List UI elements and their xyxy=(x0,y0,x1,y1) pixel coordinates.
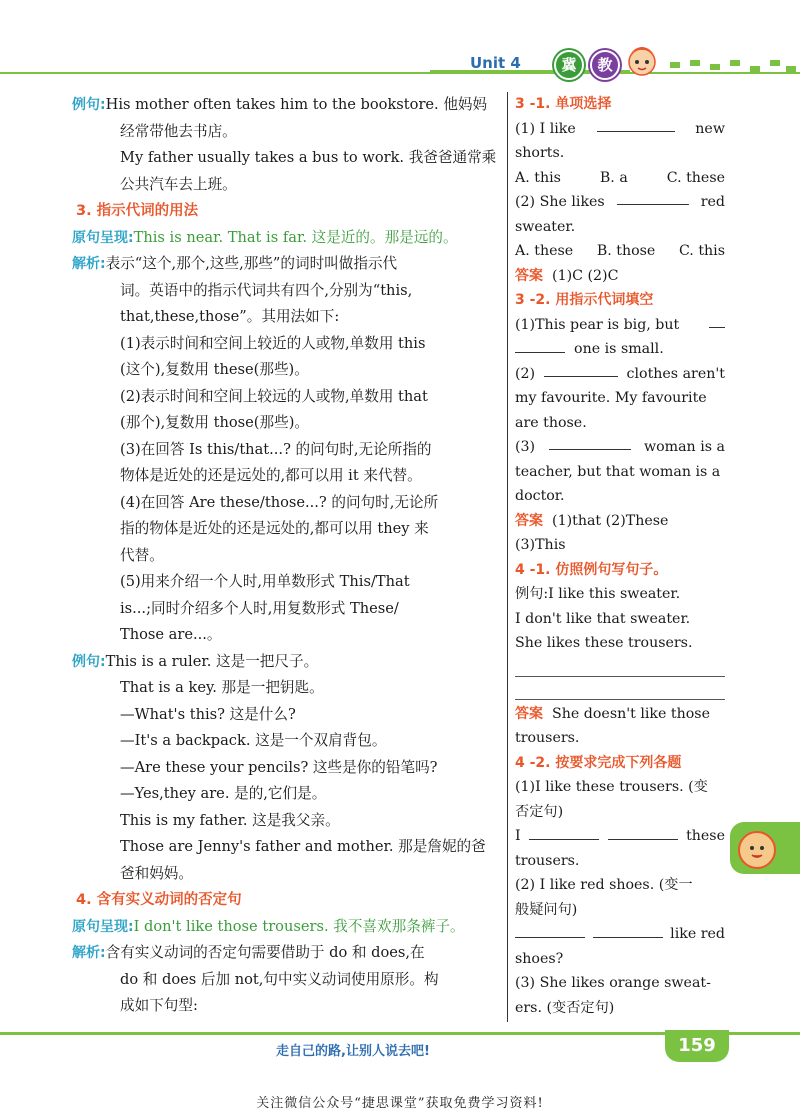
right-column xyxy=(515,92,725,1020)
example-1-line-2: 经常带他去书店。 xyxy=(120,122,237,140)
exercise-3-2-answer-cont: (3)This xyxy=(515,537,566,553)
answer-blank[interactable] xyxy=(593,923,663,938)
original-sentence-4: 原句呈现:I don't like those trousers. 我不喜欢那条裤子。 xyxy=(72,917,465,935)
exercise-3-2-q2: (2) clothes aren't xyxy=(515,362,725,387)
answer-blank[interactable] xyxy=(709,313,725,328)
answer-blank[interactable] xyxy=(515,923,585,938)
exercise-3-1-heading: 3 -1. 单项选择 xyxy=(515,96,612,112)
analysis-3-line-2: 词。英语中的指示代词共有四个,分别为“this, xyxy=(120,281,413,299)
exercise-3-2-q3-cont2: doctor. xyxy=(515,488,565,504)
option[interactable]: A. this xyxy=(515,169,561,186)
page-number: 159 xyxy=(665,1030,729,1062)
usage-3-line-2: 物体是近处的还是远处的,都可以用 it 来代替。 xyxy=(120,467,422,484)
exercise-4-1-answer-cont: trousers. xyxy=(515,730,580,746)
analysis-label: 解析: xyxy=(72,945,106,961)
analysis-3-line-1: 解析:表示“这个,那个,这些,那些”的词时叫做指示代 xyxy=(72,255,398,272)
exercise-3-1-q1-options xyxy=(515,166,725,191)
example-2-line: —Yes,they are. 是的,它们是。 xyxy=(120,785,327,802)
exercise-4-2-heading: 4 -2. 按要求完成下列各题 xyxy=(515,754,682,771)
answer-blank[interactable] xyxy=(549,435,631,450)
exercise-4-2-q3-cont: ers. (变否定句) xyxy=(515,999,615,1016)
answer-blank[interactable] xyxy=(515,338,565,353)
bottom-note: 关注微信公众号“捷思课堂”获取免费学习资料! xyxy=(256,1096,544,1111)
answer-label: 答案 xyxy=(515,705,543,722)
exercise-4-2-q1-cont: 否定句) xyxy=(515,803,564,820)
example-2-line-1: 例句:This is a ruler. 这是一把尺子。 xyxy=(72,652,319,670)
option[interactable]: A. these xyxy=(515,243,574,259)
answer-label: 答案 xyxy=(515,512,543,529)
option[interactable]: B. a xyxy=(599,169,628,186)
writing-line[interactable] xyxy=(515,676,725,677)
analysis-4-line-2: do 和 does 后加 not,句中实义动词使用原形。构 xyxy=(120,970,439,988)
exercise-3-1-q2-options xyxy=(515,239,725,264)
exercise-4-1-example-1: 例句:I like this sweater. xyxy=(515,586,681,602)
example-2-line: Those are Jenny's father and mother. 那是詹妮的爸 xyxy=(120,838,486,855)
section-4-heading: 4. 含有实义动词的否定句 xyxy=(76,892,242,908)
exercise-3-1-q1-cont: shorts. xyxy=(515,145,565,161)
original-sentence-3: 原句呈现:This is near. That is far. 这是近的。那是远的。 xyxy=(72,228,458,246)
answer-blank[interactable] xyxy=(544,362,618,377)
left-column xyxy=(72,92,498,1020)
example-label: 例句: xyxy=(72,97,106,113)
example-label: 例句: xyxy=(72,653,106,670)
exercise-3-2-q3-cont: teacher, but that woman is a xyxy=(515,463,721,480)
exercise-4-2-q1: (1)I like these trousers. (变 xyxy=(515,779,708,795)
mascot-icon xyxy=(620,38,664,82)
option[interactable]: C. these xyxy=(666,169,725,186)
exercise-4-2-q2: (2) I like red shoes. (变一 xyxy=(515,877,693,893)
exercise-4-2-q2-blanks: like red xyxy=(515,922,725,947)
example-2-line: —What's this? 这是什么? xyxy=(120,705,296,723)
exercise-3-2-q2-cont2: are those. xyxy=(515,414,587,431)
usage-2-line-2: (那个),复数用 those(那些)。 xyxy=(120,414,309,431)
example-2-line: —It's a backpack. 这是一个双肩背包。 xyxy=(120,732,387,749)
example-2-line: That is a key. 那是一把钥匙。 xyxy=(120,679,324,696)
example-2-line: 爸和妈妈。 xyxy=(120,864,193,882)
example-1-line-4: 公共汽车去上班。 xyxy=(120,175,237,193)
exercise-3-1-q1: (1) I like new xyxy=(515,117,725,142)
usage-5-line-1: (5)用来介绍一个人时,用单数形式 This/That xyxy=(120,573,410,590)
usage-5-line-3: Those are...。 xyxy=(120,626,222,643)
analysis-4-line-3: 成如下句型: xyxy=(120,997,198,1014)
exercise-4-2-q1-end: trousers. xyxy=(515,852,580,869)
footer-slogan: 走自己的路,让别人说去吧! xyxy=(276,1044,430,1059)
exercise-3-2-q1-cont: one is small. xyxy=(515,337,725,362)
original-label: 原句呈现: xyxy=(72,918,134,935)
usage-4-line-1: (4)在回答 Are these/those...? 的问句时,无论所 xyxy=(120,493,439,511)
example-2-line: —Are these your pencils? 这些是你的铅笔吗? xyxy=(120,758,438,776)
option[interactable]: C. this xyxy=(678,243,725,259)
option[interactable]: B. those xyxy=(596,243,656,259)
column-divider xyxy=(507,92,508,1022)
exercise-4-2-q2-cont: 般疑问句) xyxy=(515,901,578,918)
exercise-3-2-answer: 答案 (1)that (2)These xyxy=(515,512,669,529)
example-2-line: This is my father. 这是我父亲。 xyxy=(120,811,340,829)
analysis-3-line-3: that,these,those”。其用法如下: xyxy=(120,308,340,325)
answer-blank[interactable] xyxy=(597,117,675,132)
analysis-label: 解析: xyxy=(72,256,106,272)
exercise-3-2-q1: (1)This pear is big, but xyxy=(515,313,725,338)
usage-1-line-1: (1)表示时间和空间上较近的人或物,单数用 this xyxy=(120,334,426,352)
usage-4-line-2: 指的物体是近处的还是远处的,都可以用 they 来 xyxy=(120,520,429,537)
badge-jiao: 教 xyxy=(590,50,620,80)
answer-blank[interactable] xyxy=(529,825,599,840)
example-1-line-1: 例句:His mother often takes him to the bookstore. 他妈妈 xyxy=(72,96,488,113)
section-3-heading: 3. 指示代词的用法 xyxy=(76,203,199,219)
usage-5-line-2: is...;同时介绍多个人时,用复数形式 These/ xyxy=(120,599,399,617)
usage-2-line-1: (2)表示时间和空间上较远的人或物,单数用 that xyxy=(120,387,428,405)
exercise-3-2-heading: 3 -2. 用指示代词填空 xyxy=(515,292,654,308)
badge-ji: 冀 xyxy=(554,50,584,80)
answer-label: 答案 xyxy=(515,267,543,284)
exercise-4-2-q2-end: shoes? xyxy=(515,950,564,967)
exercise-4-1-heading: 4 -1. 仿照例句写句子。 xyxy=(515,561,668,578)
exercise-3-1-q2: (2) She likes red xyxy=(515,190,725,215)
exercise-3-1-answer: 答案 (1)C (2)C xyxy=(515,267,619,284)
unit-title: Unit 4 xyxy=(470,54,521,72)
exercise-3-2-q2-cont: my favourite. My favourite xyxy=(515,390,707,406)
exercise-4-2-q3: (3) She likes orange sweat- xyxy=(515,975,711,991)
original-label: 原句呈现: xyxy=(72,229,134,246)
exercise-3-1-q2-cont: sweater. xyxy=(515,218,576,235)
exercise-3-2-q3: (3) woman is a xyxy=(515,435,725,460)
example-1-line-3: My father usually takes a bus to work. 我爸爸通常乘 xyxy=(120,149,497,166)
usage-4-line-3: 代替。 xyxy=(120,546,164,564)
exercise-4-1-example-2: I don't like that sweater. xyxy=(515,610,691,627)
answer-blank[interactable] xyxy=(617,190,689,205)
exercise-4-2-q1-blanks: I these xyxy=(515,824,725,849)
writing-line[interactable] xyxy=(515,699,725,700)
answer-blank[interactable] xyxy=(608,825,678,840)
usage-3-line-1: (3)在回答 Is this/that...? 的问句时,无论所指的 xyxy=(120,440,432,458)
analysis-4-line-1: 解析:含有实义动词的否定句需要借助于 do 和 does,在 xyxy=(72,944,425,961)
exercise-4-1-answer: 答案 She doesn't like those xyxy=(515,705,710,722)
fox-mascot-icon xyxy=(738,831,776,869)
exercise-4-1-prompt: She likes these trousers. xyxy=(515,635,693,651)
usage-1-line-2: (这个),复数用 these(那些)。 xyxy=(120,361,309,378)
